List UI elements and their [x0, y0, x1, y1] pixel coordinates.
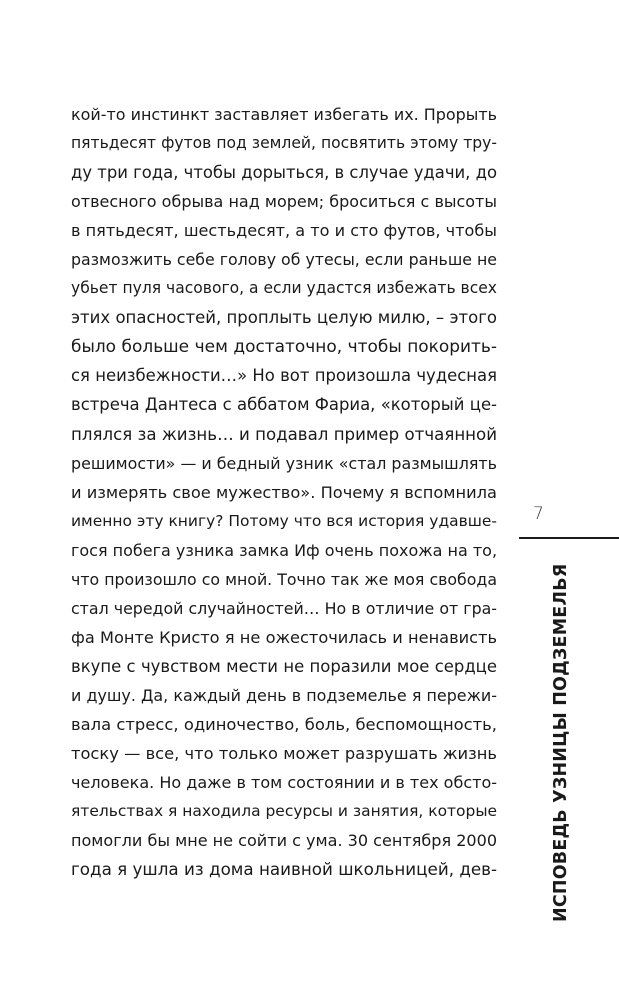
text-line-11: встреча Дантеса с аббатом Фариа, «который це- [71, 395, 497, 415]
text-line-13: решимости» — и бедный узник «стал размышлять [71, 453, 497, 473]
text-line-5: в пятьдесят, шестьдесят, а то и сто футов, чтобы [71, 221, 497, 241]
text-line-27: года я ушла из дома наивной школьницей, дев- [71, 859, 498, 880]
text-line-25: ятельствах я находила ресурсы и занятия, которые [71, 802, 498, 821]
text-line-18: стал чередой случайностей… Но в отличие от гра- [71, 598, 497, 618]
text-line-7: убьет пуля часового, а если удастся избежать всех [71, 279, 497, 298]
text-line-20: вкупе с чувством мести не поразили мое сердце [71, 656, 497, 676]
text-line-22: вала стресс, одиночество, боль, беспомощность, [71, 714, 497, 734]
text-line-2: пятьдесят футов под землей, посвятить этому тру- [71, 134, 497, 153]
margin-rule [519, 537, 619, 539]
text-line-24: человека. Но даже в том состоянии и в тех обсто- [71, 773, 498, 793]
text-line-15: именно эту книгу? Потому что вся история удавше- [71, 511, 497, 530]
running-title: ИСПОВЕДЬ УЗНИЦЫ ПОДЗЕМЕЛЬЯ [551, 563, 571, 922]
text-line-4: отвесного обрыва над морем; броситься с высоты [71, 192, 497, 212]
text-line-14: и измерять свое мужество». Почему я вспомнила [71, 482, 498, 502]
page-number: 7 [533, 504, 544, 524]
text-line-1: кой-то инстинкт заставляет избегать их. Прорыть [71, 105, 498, 124]
text-line-16: гося побега узника замка Иф очень похожа на то, [71, 540, 498, 560]
text-line-21: и душу. Да, каждый день в подземелье я пережи- [71, 685, 497, 705]
text-line-19: фа Монте Кристо я не ожесточилась и ненависть [71, 627, 497, 647]
text-line-10: ся неизбежности…» Но вот произошла чудесная [71, 366, 497, 386]
text-line-26: помогли бы мне не сойти с ума. 30 сентября 2000 [71, 831, 498, 851]
text-line-8: этих опасностей, проплыть целую милю, – этого [71, 308, 497, 328]
text-line-6: размозжить себе голову об утесы, если раньше не [71, 250, 497, 270]
text-line-3: ду три года, чтобы дорыться, в случае удачи, до [71, 163, 497, 183]
text-line-17: что произошло со мной. Точно так же моя свобода [71, 569, 497, 589]
text-line-23: тоску — все, что только может разрушать жизнь [71, 744, 497, 764]
text-line-9: было больше чем достаточно, чтобы покорить- [71, 336, 497, 357]
text-line-12: плялся за жизнь… и подавал пример отчаянной [71, 424, 497, 444]
body-text [71, 100, 497, 884]
